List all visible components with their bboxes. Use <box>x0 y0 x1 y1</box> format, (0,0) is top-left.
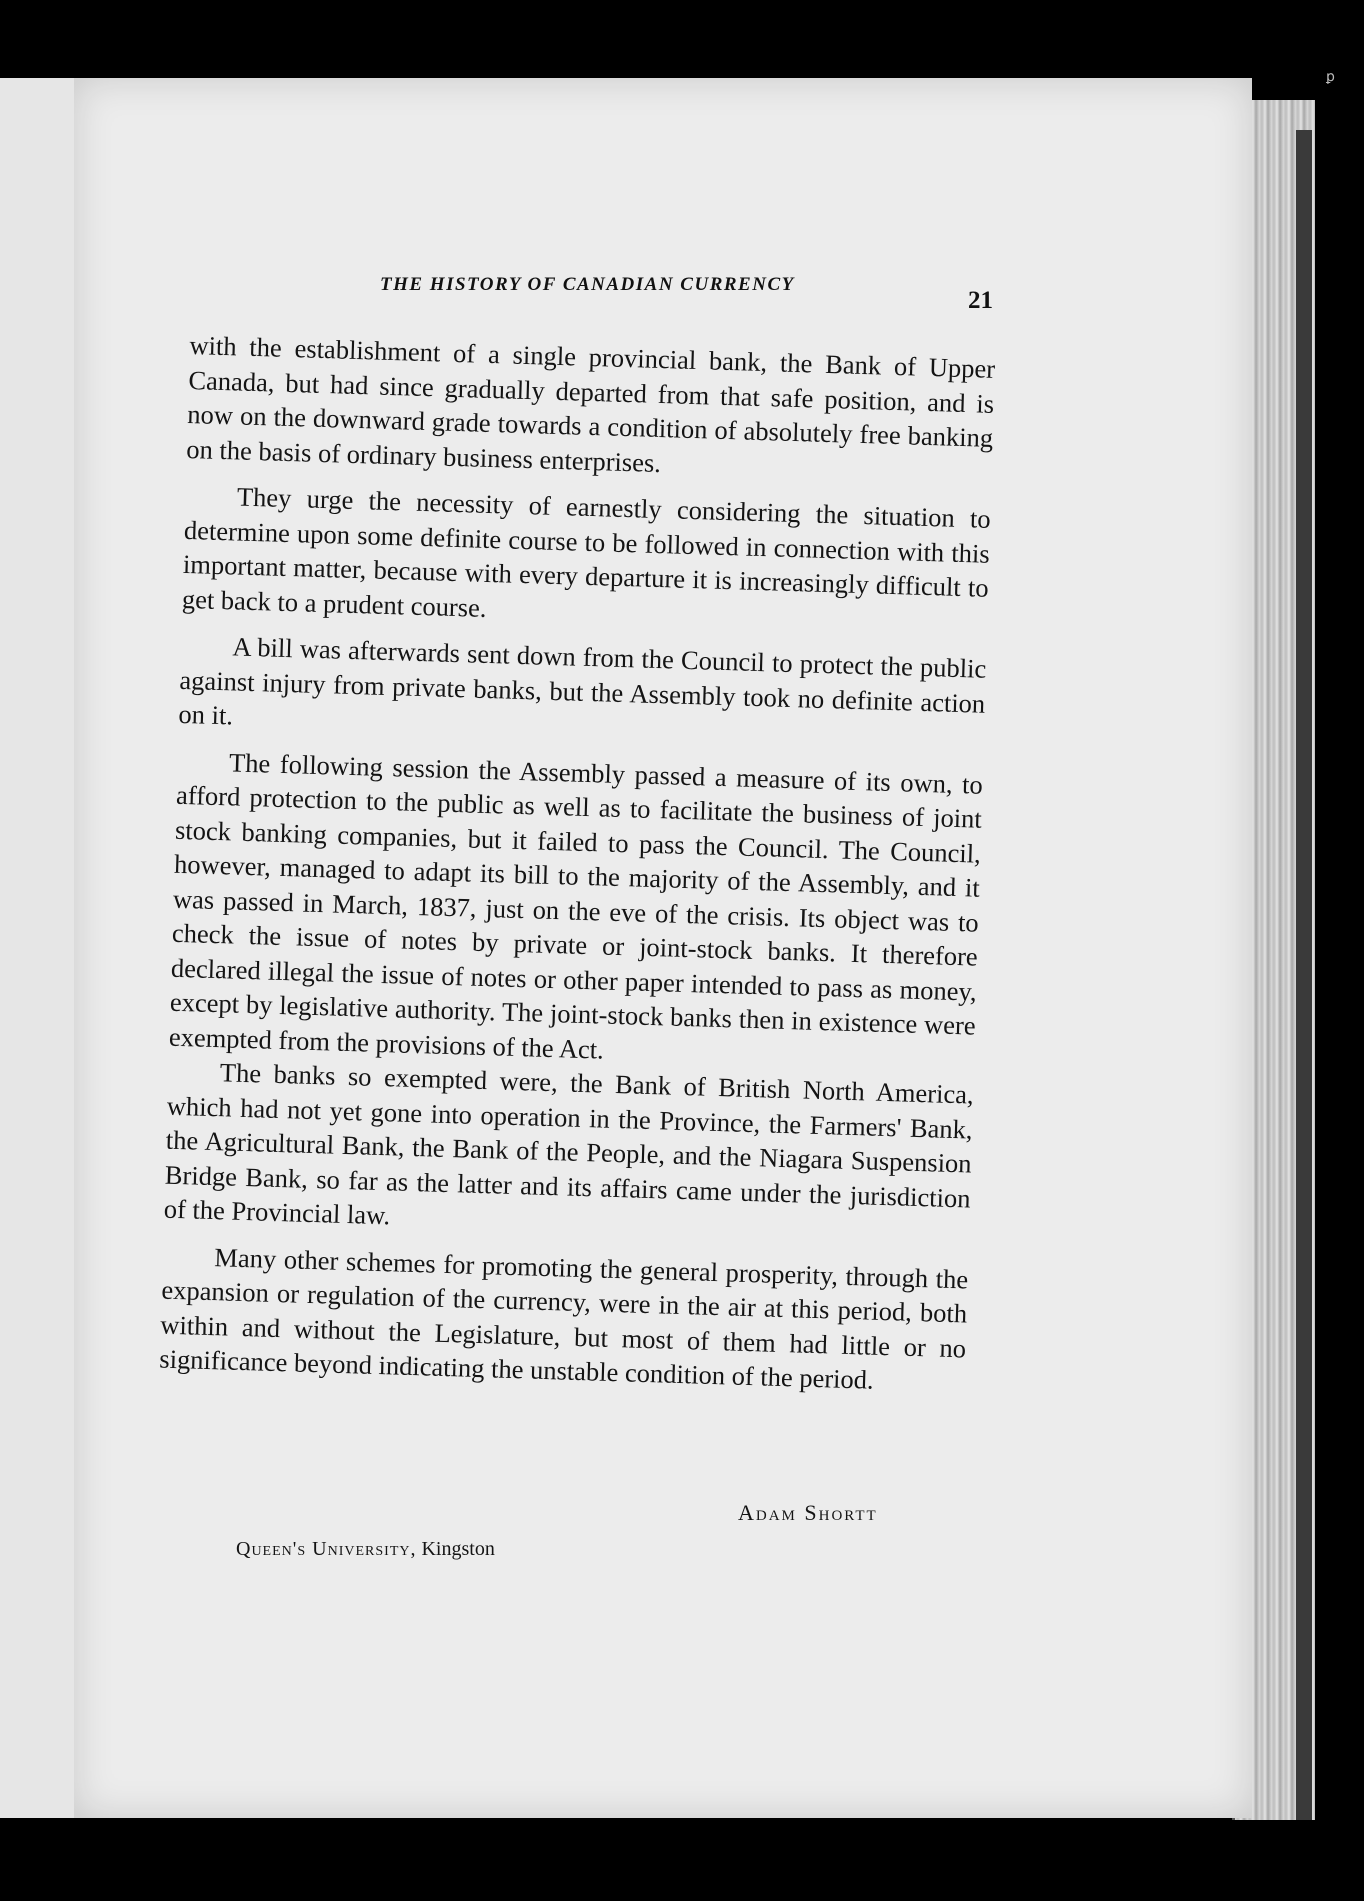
paragraph: The following session the Assembly passed a measure of its own, to afford protection to the public as well as to facilitate the business of joint stock banking companies, but it failed to pass the Council. The Council, however, managed to adapt its bill to the majority of the Assembly, and it was passed in March, 1837, just on the eve of the crisis. Its object was to check the issue of notes by private or joint-stock banks. It therefore declared illegal the issue of notes or other paper intended to pass as money, except by legislative authority. The joint-stock banks then in existence were exempted from the provisions of the Act. <box>168 746 984 1065</box>
paragraph: They urge the necessity of earnestly considering the situation to determine upon some definite course to be followed in connection with this important matter, because with every departure it is increasingly difficult to get back to a prudent course. <box>181 481 992 623</box>
institution-name: Queen's University, <box>236 1538 417 1560</box>
page-number: 21 <box>968 287 993 314</box>
facing-page-edge <box>0 78 80 1818</box>
author-affiliation <box>236 1538 495 1561</box>
running-title: THE HISTORY OF CANADIAN CURRENCY <box>380 274 795 295</box>
paragraph: Many other schemes for promoting the general prosperity, through the expansion or regulation of the currency, were in the air at this period, both within and without the Legislature, but most of them had little or no significance beyond indicating the unstable condition of the period. <box>158 1241 969 1395</box>
book-spine-shadow <box>1296 130 1312 1820</box>
paragraph: with the establishment of a single provincial bank, the Bank of Upper Canada, but had since gradually departed from that safe position, and is now on the downward grade towards a condition of absolutely free banking on the basis of ordinary business enterprises. <box>185 329 996 478</box>
scan-corner-mark: ꝑ <box>1326 70 1335 85</box>
body-text <box>159 328 996 1412</box>
author-signature: Adam Shortt <box>738 1500 878 1525</box>
paragraph: A bill was afterwards sent down from the Council to protect the public against injury from private banks, but the Assembly took no definite action on it. <box>178 631 987 731</box>
city-name: Kingston <box>421 1538 495 1560</box>
paragraph: The banks so exempted were, the Bank of British North America, which had not yet gone into operation in the Province, the Farmers' Bank, the Agricultural Bank, the Bank of the People, and the Niagara Suspension Bridge Bank, so far as the latter and its affairs came under the jurisdiction of the Provincial law. <box>163 1057 975 1231</box>
